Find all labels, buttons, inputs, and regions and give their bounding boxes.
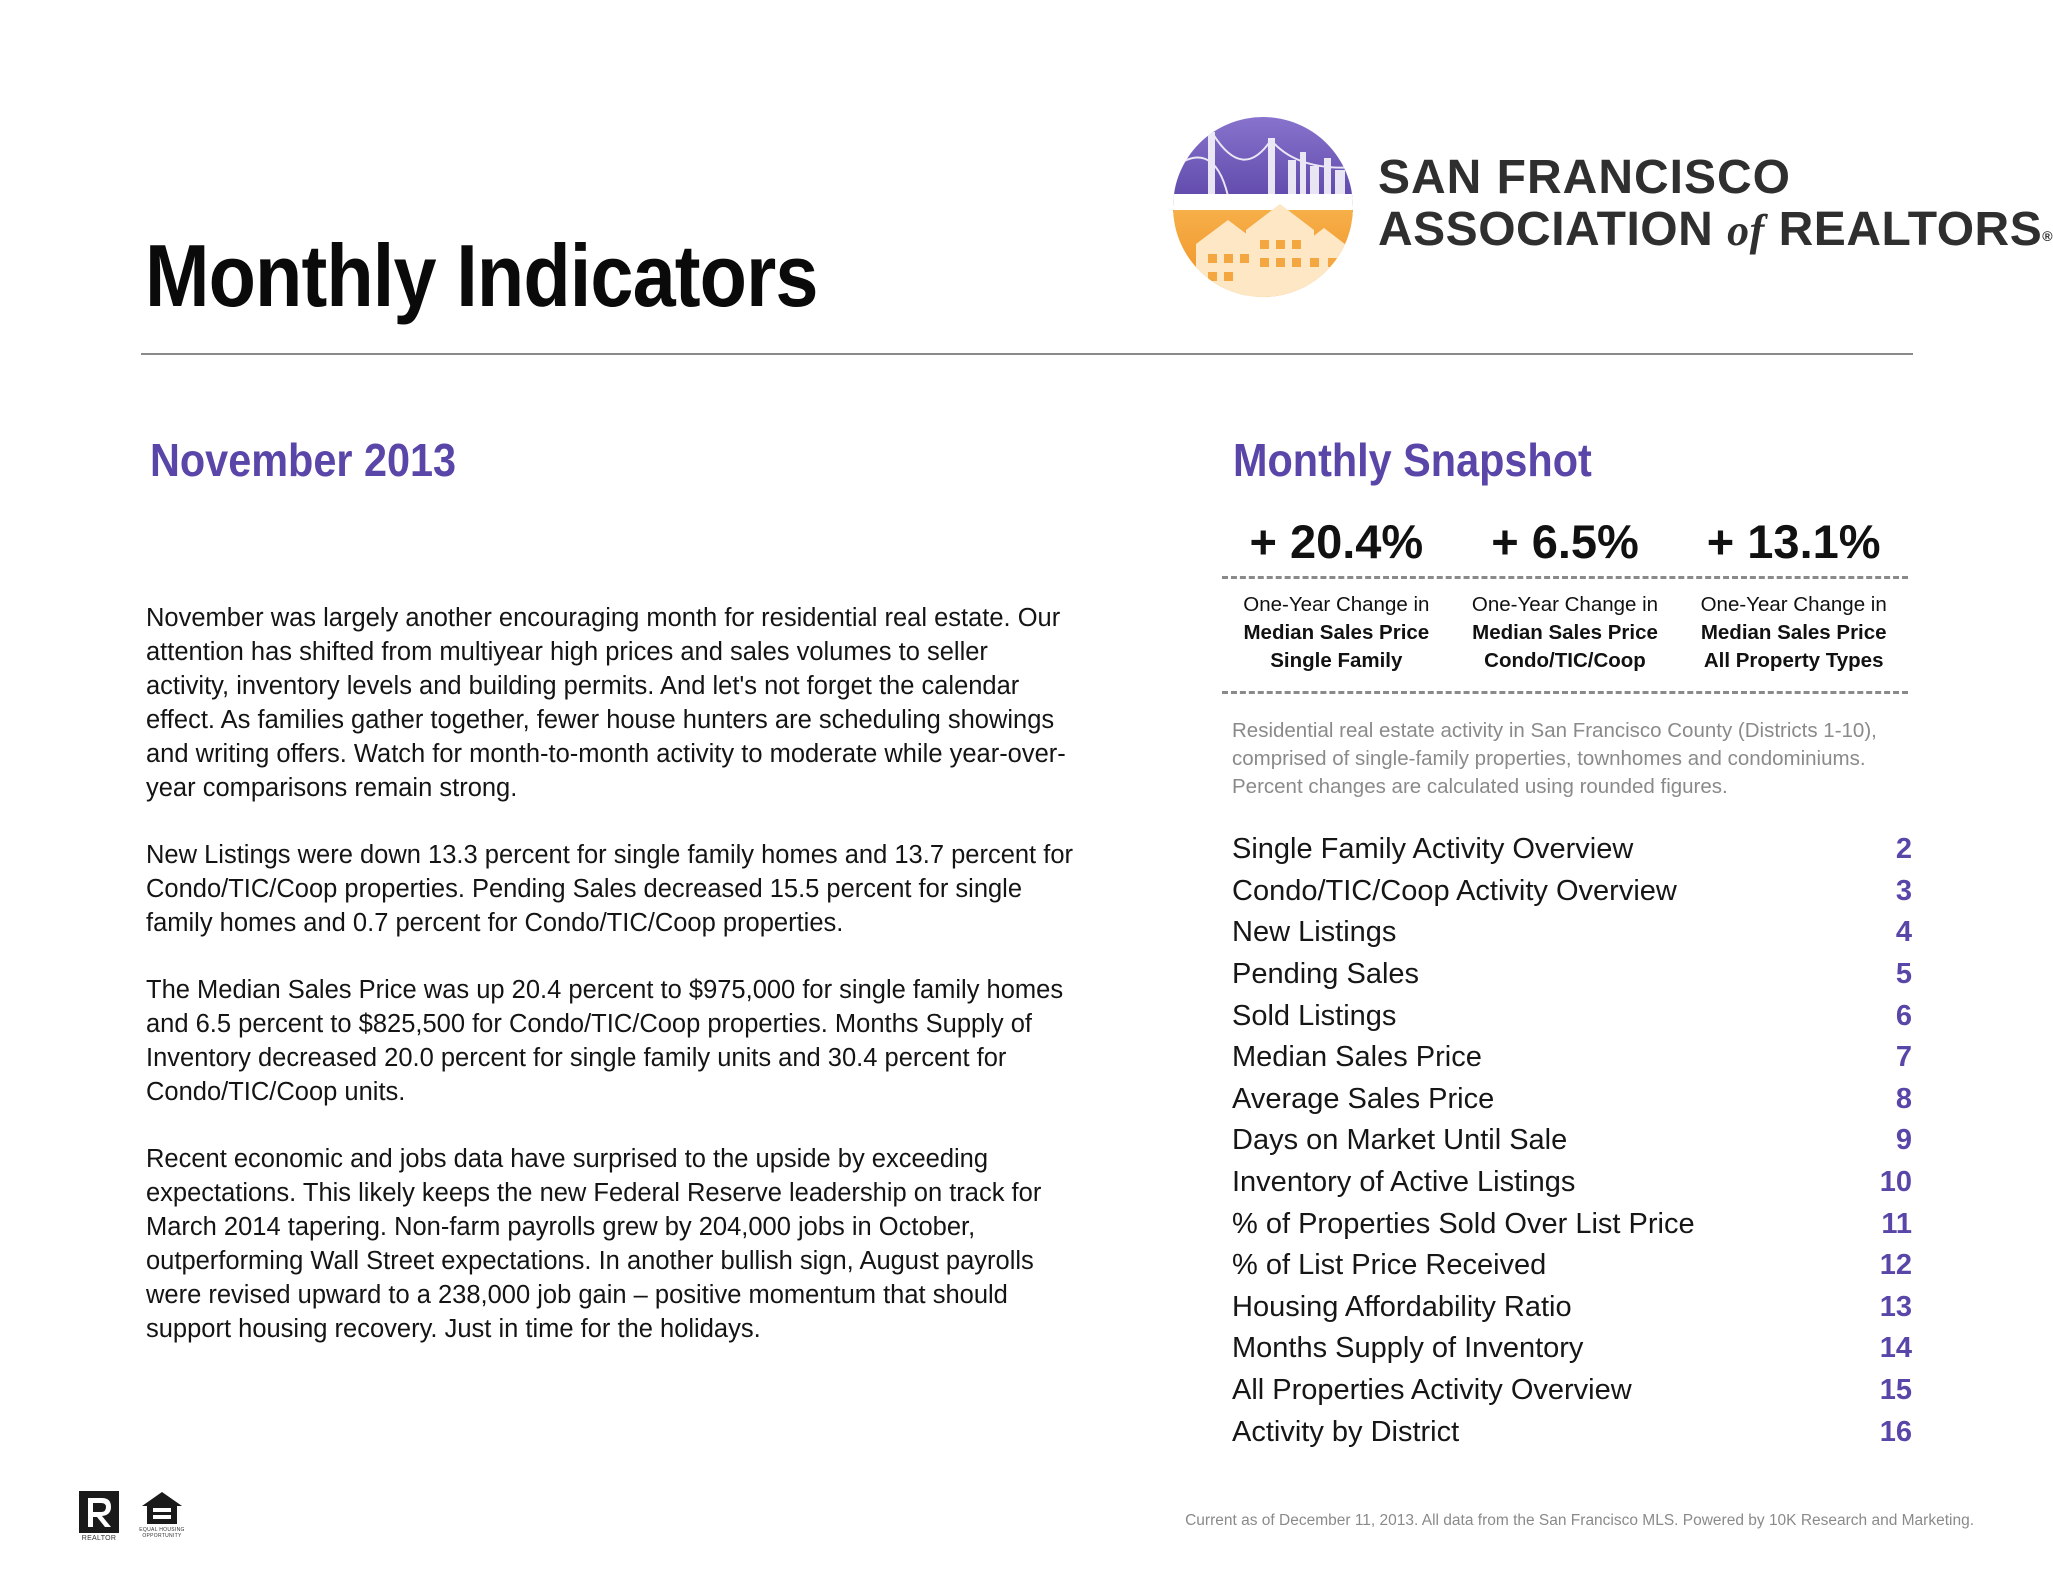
toc-page-number: 9 bbox=[1895, 1124, 1912, 1157]
toc-item[interactable] bbox=[1232, 1120, 1912, 1162]
logo-wordmark bbox=[1378, 152, 2053, 257]
toc-label: Activity by District bbox=[1232, 1415, 1460, 1448]
snapshot-label-line: One-Year Change in bbox=[1700, 593, 1887, 616]
toc-label: Sold Listings bbox=[1232, 999, 1397, 1032]
snapshot-value: + 13.1% bbox=[1706, 515, 1881, 568]
toc-label: Pending Sales bbox=[1232, 958, 1420, 991]
snapshot-label bbox=[1222, 591, 1451, 691]
snapshot-label-type: Condo/TIC/Coop bbox=[1484, 649, 1646, 672]
toc-page-number: 10 bbox=[1879, 1166, 1912, 1199]
toc-page-number: 16 bbox=[1879, 1415, 1912, 1448]
toc-page-number: 5 bbox=[1895, 958, 1912, 991]
snapshot-label-line: One-Year Change in bbox=[1471, 593, 1659, 616]
snapshot-value: + 6.5% bbox=[1491, 515, 1639, 568]
snapshot-labels bbox=[1222, 579, 1908, 691]
toc-item[interactable] bbox=[1232, 1370, 1912, 1412]
logo-realtors: REALTORS bbox=[1778, 203, 2043, 256]
snapshot-label-metric: Median Sales Price bbox=[1243, 621, 1430, 644]
footer-note: Current as of December 11, 2013. All data from the San Francisco MLS. Powered by 10K Research and Marketing. bbox=[1185, 1512, 1974, 1529]
sfar-logo bbox=[1168, 112, 2053, 302]
snapshot-label-metric: Median Sales Price bbox=[1472, 621, 1658, 644]
dashed-divider bbox=[1222, 691, 1908, 694]
toc-page-number: 12 bbox=[1879, 1249, 1912, 1282]
snapshot-label-type: Single Family bbox=[1270, 649, 1403, 672]
toc-item[interactable] bbox=[1232, 954, 1912, 996]
toc-page-number: 11 bbox=[1881, 1207, 1912, 1240]
toc-label: % of List Price Received bbox=[1232, 1249, 1547, 1282]
logo-line-2 bbox=[1378, 204, 2053, 257]
summary-paragraph: The Median Sales Price was up 20.4 percent to $975,000 for single family homes and 6.5 percent to $825,500 for Condo/TIC/Coop properties. Months Supply of Inventory decreased 20.0 percent for single family units and 30.4 percent for Condo/TIC/Coop units. bbox=[146, 976, 1064, 1106]
toc-item[interactable] bbox=[1232, 871, 1912, 913]
table-of-contents bbox=[1232, 829, 1912, 1453]
registered-mark: ® bbox=[2042, 228, 2053, 244]
note-line: Percent changes are calculated using rounded figures. bbox=[1232, 775, 1728, 798]
logo-of: of bbox=[1727, 206, 1765, 255]
toc-item[interactable] bbox=[1232, 1037, 1912, 1079]
toc-page-number: 7 bbox=[1895, 1041, 1912, 1074]
toc-page-number: 13 bbox=[1879, 1290, 1912, 1323]
toc-item[interactable] bbox=[1232, 1245, 1912, 1287]
snapshot-item bbox=[1451, 508, 1680, 576]
toc-item[interactable] bbox=[1232, 829, 1912, 871]
toc-page-number: 6 bbox=[1895, 999, 1912, 1032]
toc-label: Condo/TIC/Coop Activity Overview bbox=[1232, 874, 1677, 907]
note-line: Residential real estate activity in San Francisco County (Districts 1-10), bbox=[1232, 719, 1877, 742]
header-divider bbox=[141, 353, 1913, 355]
realtor-badge bbox=[78, 1490, 120, 1542]
badge-caption: EQUAL HOUSING OPPORTUNITY bbox=[139, 1527, 185, 1539]
toc-label: Inventory of Active Listings bbox=[1232, 1166, 1576, 1199]
toc-page-number: 15 bbox=[1879, 1374, 1912, 1407]
toc-label: Median Sales Price bbox=[1232, 1041, 1482, 1074]
toc-item[interactable] bbox=[1232, 1328, 1912, 1370]
snapshot-item bbox=[1222, 508, 1451, 576]
equal-housing-icon bbox=[140, 1490, 184, 1526]
month-heading: November 2013 bbox=[150, 434, 457, 486]
snapshot-label-metric: Median Sales Price bbox=[1700, 621, 1887, 644]
summary-paragraph: November was largely another encouraging month for residential real estate. Our attention has shifted from multiyear high prices and sales volumes to seller activity, inventory levels and building permits. And let's not forget the calendar effect. As families gather together, fewer house hunters are scheduling showings and writing offers. Watch for month-to-month activity to moderate while year-over-year comparisons remain strong. bbox=[146, 604, 1066, 802]
toc-label: All Properties Activity Overview bbox=[1232, 1374, 1632, 1407]
realtor-r-icon bbox=[78, 1490, 120, 1534]
page-title: Monthly Indicators bbox=[145, 226, 818, 325]
badge-caption: REALTOR bbox=[81, 1535, 117, 1542]
snapshot-label bbox=[1451, 591, 1680, 691]
snapshot-label-line: One-Year Change in bbox=[1243, 593, 1430, 616]
toc-label: % of Properties Sold Over List Price bbox=[1232, 1207, 1695, 1240]
equal-housing-badge bbox=[136, 1490, 188, 1539]
toc-page-number: 4 bbox=[1895, 916, 1912, 949]
snapshot-label-type: All Property Types bbox=[1703, 649, 1884, 672]
toc-page-number: 8 bbox=[1895, 1082, 1912, 1115]
toc-label: Days on Market Until Sale bbox=[1232, 1124, 1568, 1157]
snapshot-item bbox=[1679, 508, 1908, 576]
toc-item[interactable] bbox=[1232, 912, 1912, 954]
snapshot-value: + 20.4% bbox=[1249, 515, 1424, 568]
toc-item[interactable] bbox=[1232, 1203, 1912, 1245]
toc-label: Average Sales Price bbox=[1232, 1082, 1495, 1115]
toc-page-number: 3 bbox=[1895, 874, 1912, 907]
toc-page-number: 2 bbox=[1895, 833, 1912, 866]
snapshot-heading: Monthly Snapshot bbox=[1233, 434, 1592, 486]
summary-paragraph: Recent economic and jobs data have surprised to the upside by exceeding expectations. This likely keeps the new Federal Reserve leadership on track for March 2014 tapering. Non-farm payrolls grew by 204,000 jobs in October, outperforming Wall Street expectations. In another bullish sign, August payrolls were revised upward to a 238,000 job gain – positive momentum that should support housing recovery. Just in time for the holidays. bbox=[146, 1145, 1042, 1343]
toc-item[interactable] bbox=[1232, 1079, 1912, 1121]
snapshot-note bbox=[1232, 717, 1932, 801]
toc-label: Housing Affordability Ratio bbox=[1232, 1290, 1572, 1323]
logo-association: ASSOCIATION bbox=[1378, 203, 1714, 256]
toc-label: New Listings bbox=[1232, 916, 1397, 949]
note-line: comprised of single-family properties, townhomes and condominiums. bbox=[1232, 747, 1866, 770]
golden-gate-houses-logo-icon bbox=[1168, 112, 1358, 302]
snapshot-values bbox=[1222, 508, 1908, 576]
summary-paragraph: New Listings were down 13.3 percent for single family homes and 13.7 percent for Condo/TIC/Coop properties. Pending Sales decreased 15.5 percent for single family homes and 0.7 percent for Condo/TIC/Coop properties. bbox=[146, 841, 1073, 937]
toc-label: Single Family Activity Overview bbox=[1232, 833, 1634, 866]
toc-item[interactable] bbox=[1232, 1162, 1912, 1204]
logo-line-1: SAN FRANCISCO bbox=[1378, 151, 1792, 204]
toc-page-number: 14 bbox=[1879, 1332, 1912, 1365]
toc-item[interactable] bbox=[1232, 1411, 1912, 1453]
toc-item[interactable] bbox=[1232, 1287, 1912, 1329]
toc-label: Months Supply of Inventory bbox=[1232, 1332, 1584, 1365]
toc-item[interactable] bbox=[1232, 995, 1912, 1037]
snapshot-panel bbox=[1222, 508, 1908, 694]
snapshot-label bbox=[1679, 591, 1908, 691]
footer-badges bbox=[78, 1490, 188, 1542]
summary-text bbox=[146, 601, 1076, 1379]
